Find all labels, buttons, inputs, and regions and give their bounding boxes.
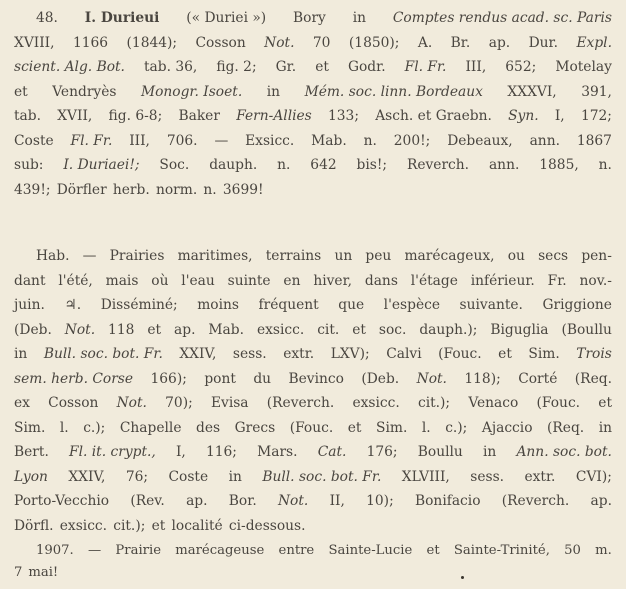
word: et [347, 419, 362, 436]
word: Reverch. [406, 157, 470, 173]
word: juin. [14, 297, 45, 313]
word: — [88, 543, 102, 558]
word: ann. [488, 157, 520, 173]
word: 116; [205, 444, 237, 460]
word: in [352, 10, 366, 26]
word: et [14, 83, 28, 100]
word: bis!; [356, 157, 388, 173]
word: (Req. [547, 419, 585, 436]
text-line [14, 55, 612, 80]
word: dans [364, 272, 398, 289]
word: A. [417, 34, 433, 51]
word: marécageuse [175, 543, 265, 558]
word: des [196, 419, 221, 436]
word: Not. [264, 34, 295, 51]
word: LXV); [330, 346, 370, 362]
word: Bevinco [288, 370, 344, 387]
word: Bull. soc. bot. Fr. [262, 468, 382, 485]
word: exsicc. [59, 517, 108, 534]
word: 3699! [222, 181, 264, 198]
text-line [14, 129, 612, 154]
word: 118); [464, 370, 501, 387]
word: ann. [529, 132, 560, 149]
word: fig. 2; [216, 59, 257, 75]
word: Vendryès [52, 83, 117, 100]
word: fig. 6-8; [108, 108, 163, 124]
word: 7 [14, 565, 23, 580]
word: 50 [564, 543, 581, 558]
word: (Rev. [130, 493, 165, 509]
word: II, [329, 493, 345, 509]
text-line [14, 342, 612, 367]
word: Monogr. Isoet. [140, 83, 243, 100]
word: Sainte-Trinité, [453, 543, 550, 558]
word: où [151, 272, 169, 289]
text-line [14, 269, 612, 294]
word: et [147, 321, 162, 338]
word: (Boullu [561, 321, 612, 338]
word: Ann. soc. bot. [516, 444, 612, 460]
text-line [14, 318, 612, 343]
word: CVI); [575, 468, 612, 485]
word: et [598, 395, 612, 411]
word: (Deb. [361, 370, 400, 387]
word: pont [204, 370, 236, 387]
word: Dörfler [56, 181, 107, 198]
word: XLVIII, [401, 468, 450, 485]
word: (1850); [348, 34, 400, 51]
word: I. Durieui [84, 10, 160, 26]
word: Biguglia [490, 321, 549, 338]
text-line [14, 489, 612, 514]
word: l. [421, 419, 431, 436]
word: (Reverch. [501, 493, 570, 509]
word: 1885, [539, 157, 579, 173]
word: Evisa [210, 395, 249, 411]
word: c.); [83, 419, 106, 436]
word: 48. [36, 10, 58, 26]
word: Sim. [376, 419, 408, 436]
word: Calvi [386, 346, 422, 362]
word: maritimes, [177, 248, 253, 264]
word: 166); [150, 370, 187, 387]
word: Syn. [508, 108, 539, 124]
word: mai! [28, 565, 59, 580]
word: pen- [581, 248, 612, 264]
word: soc. [378, 321, 407, 338]
word: Cat. [317, 444, 347, 460]
word: Coste [168, 468, 209, 485]
word: III, [129, 132, 150, 149]
word: cit.); [113, 517, 146, 534]
word: nov.- [579, 272, 612, 289]
word: I, [175, 444, 186, 460]
word: cit. [317, 321, 340, 338]
word: 176; [366, 444, 398, 460]
word: Trois [576, 346, 612, 362]
word: 1166 [72, 34, 109, 51]
word: Sim. [14, 419, 46, 436]
word: secs [538, 248, 569, 264]
word: Corté [518, 370, 558, 387]
word: sess. [232, 346, 267, 362]
word: Br. [450, 34, 471, 51]
word: III, [465, 59, 487, 75]
word: exsicc. [256, 321, 305, 338]
word: 1907. [36, 543, 74, 558]
word: Bull. soc. bot. Fr. [43, 346, 163, 362]
word: Expl. [576, 34, 612, 51]
word: I. Duriaei!; [63, 157, 140, 173]
word: XVII, [57, 108, 93, 124]
word: 1867 [576, 132, 612, 149]
word: Disséminé; [100, 297, 178, 313]
word: que [338, 297, 365, 313]
word: tab. [14, 108, 41, 124]
word: Lyon [14, 468, 48, 485]
text-line [14, 416, 612, 441]
word: ap. [488, 34, 511, 51]
word: n. [598, 157, 612, 173]
word: 118 [108, 321, 135, 338]
word: 172; [580, 108, 612, 124]
speck-mark [461, 576, 464, 579]
text-line [14, 6, 612, 31]
word: en [283, 272, 301, 289]
text-line [14, 293, 612, 318]
word: entre [278, 543, 315, 558]
word: Porto-Vecchio [14, 493, 110, 509]
text-line [14, 514, 612, 539]
word: Dur. [528, 34, 559, 51]
word: Fern-Allies [236, 108, 312, 124]
word: n. [277, 157, 291, 173]
word: ap. [174, 321, 196, 338]
word: 391, [581, 83, 612, 100]
word: 439!; [14, 181, 51, 198]
text-line [14, 244, 612, 269]
text-line [14, 31, 612, 56]
word: I, [554, 108, 565, 124]
word: Mém. soc. linn. Bordeaux [304, 83, 483, 100]
word: Gr. [275, 59, 297, 75]
word: l. [59, 419, 69, 436]
word: Sainte-Lucie [328, 543, 413, 558]
word: Not. [277, 493, 309, 509]
word: l'espèce [383, 297, 441, 313]
word: — [82, 248, 97, 264]
word: Exsicc. [245, 132, 295, 149]
word: Debeaux, [447, 132, 513, 149]
word: marécageux, [404, 248, 495, 264]
word: 642 [310, 157, 337, 173]
word: Boullu [417, 444, 463, 460]
word: 76; [125, 468, 149, 485]
text-line [14, 104, 612, 129]
word: Asch. et Graebn. [375, 108, 492, 124]
word: Griggione [542, 297, 612, 313]
word: l'eau [181, 272, 215, 289]
word: Godr. [347, 59, 386, 75]
word: Bonifacio [414, 493, 481, 509]
word: 70 [312, 34, 331, 51]
word: du [253, 370, 272, 387]
word: cit.); [417, 395, 451, 411]
word: Prairies [109, 248, 165, 264]
word: sub: [14, 157, 44, 173]
word: extr. [283, 346, 315, 362]
word: XXXVI, [507, 83, 557, 100]
word: in [482, 444, 497, 460]
word: Baker [178, 108, 220, 124]
word: in [598, 419, 612, 436]
word: (Deb. [14, 321, 52, 338]
text-line [14, 440, 612, 465]
word: et [352, 321, 366, 338]
word: m. [595, 543, 612, 558]
word: et [315, 59, 329, 75]
word: in [228, 468, 242, 485]
word: Soc. [159, 157, 190, 173]
text-line [14, 391, 612, 416]
word: Bor. [228, 493, 257, 509]
word: Not. [116, 395, 147, 411]
word: inférieur. [470, 272, 535, 289]
word: un [334, 248, 353, 264]
word: Not. [416, 370, 447, 387]
text-line [14, 153, 612, 178]
word: in [266, 83, 281, 100]
word: Comptes rendus acad. sc. Paris [392, 10, 612, 26]
word: terrains [265, 248, 322, 264]
word: tab. 36, [144, 59, 198, 75]
word: localité [171, 517, 223, 534]
text-line [14, 178, 612, 203]
word: 706. [166, 132, 198, 149]
word: ex [14, 395, 30, 411]
word: (« Duriei ») [186, 10, 267, 26]
text-line [14, 465, 612, 490]
word: et [151, 517, 166, 534]
word: dauph.); [419, 321, 478, 338]
word: Prairie [115, 543, 162, 558]
word: Bert. [14, 444, 49, 460]
word: scient. Alg. Bot. [14, 59, 125, 75]
word: Not. [64, 321, 96, 338]
word: in [14, 346, 28, 362]
word: Fl. Fr. [404, 59, 447, 75]
word: c.); [445, 419, 468, 436]
word: hiver, [313, 272, 353, 289]
word: mais [105, 272, 139, 289]
word: Motelay [555, 59, 612, 75]
word: (Reverch. [266, 395, 335, 411]
word: dauph. [209, 157, 258, 173]
word: (Fouc. [289, 419, 334, 436]
word: sess. [470, 468, 505, 485]
word: XVIII, [14, 34, 55, 51]
word: l'étage [410, 272, 458, 289]
word: Cosson [195, 34, 246, 51]
word: Sim. [528, 346, 560, 362]
word: Grecs [234, 419, 276, 436]
word: norm. [155, 181, 198, 198]
word: Mab. [311, 132, 347, 149]
word: (Fouc. [438, 346, 482, 362]
word: Cosson [48, 395, 99, 411]
word: 10); [366, 493, 394, 509]
word: Dörfl. [14, 517, 54, 534]
word: Mars. [257, 444, 298, 460]
word: Coste [14, 132, 54, 149]
text-line [14, 80, 612, 105]
word: Mab. [208, 321, 244, 338]
word: peu [365, 248, 392, 264]
word: XXIV, [179, 346, 217, 362]
word: XXIV, [68, 468, 106, 485]
word: (1844); [126, 34, 178, 51]
word: Chapelle [119, 419, 182, 436]
text-line [14, 540, 612, 562]
word: — [214, 132, 229, 149]
word: n. [363, 132, 377, 149]
word: extr. [524, 468, 556, 485]
species-entry [14, 6, 612, 202]
word: ou [507, 248, 525, 264]
word: ci-dessous. [228, 517, 306, 534]
word: ♃. [64, 297, 82, 313]
word: et [426, 543, 440, 558]
word: Fl. Fr. [70, 132, 113, 149]
word: Fl. it. crypt., [69, 444, 156, 460]
word: dant [14, 272, 46, 289]
collection-record [14, 540, 612, 584]
text-line [14, 367, 612, 392]
word: exsicc. [352, 395, 400, 411]
word: et [498, 346, 512, 362]
word: n. [203, 181, 217, 198]
word: fréquent [258, 297, 319, 313]
word: ap. [590, 493, 612, 509]
word: (Req. [574, 370, 612, 387]
word: 200!; [393, 132, 431, 149]
word: Fr. [547, 272, 567, 289]
word: l'été, [58, 272, 93, 289]
word: suinte [227, 272, 271, 289]
word: moins [197, 297, 239, 313]
word: 70); [165, 395, 193, 411]
word: Bory [293, 10, 326, 26]
word: Hab. [36, 248, 70, 264]
text-line [14, 562, 612, 584]
word: ap. [186, 493, 208, 509]
habitat-paragraph [14, 244, 612, 538]
word: 652; [505, 59, 537, 75]
word: Venaco [468, 395, 519, 411]
word: herb. [112, 181, 150, 198]
word: (Fouc. [536, 395, 581, 411]
word: 133; [328, 108, 359, 124]
word: Ajaccio [481, 419, 533, 436]
word: suivante. [459, 297, 523, 313]
word: sem. herb. Corse [14, 370, 134, 387]
